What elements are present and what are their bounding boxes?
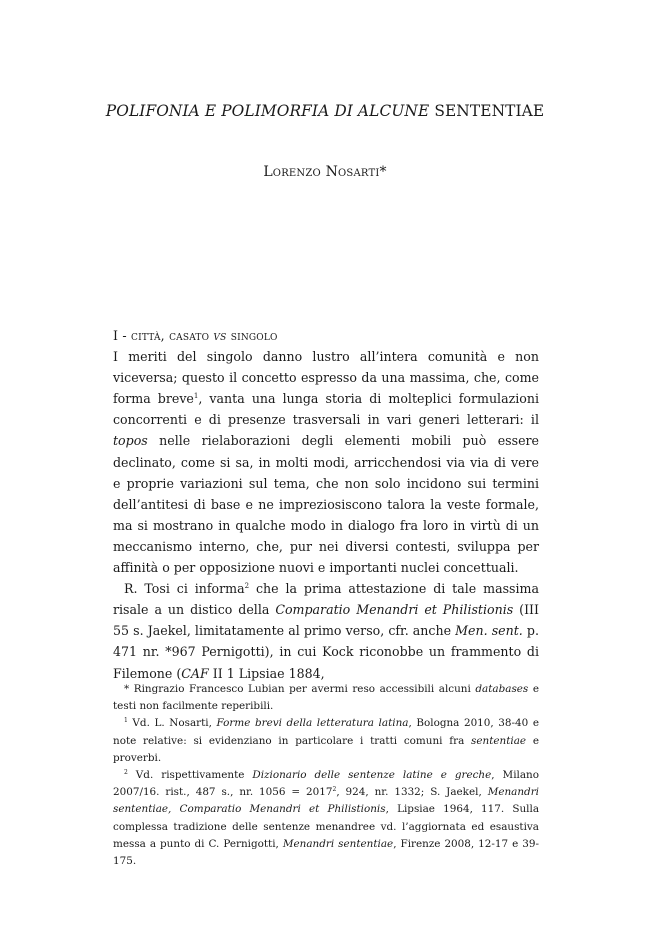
footnote-star: * Ringrazio Francesco Lubian per avermi reso accessibili alcuni databases e testi non facilmente reperibili. [113, 683, 539, 713]
title-roman-part: SENTENTIAE [429, 102, 545, 120]
author-name [0, 162, 650, 182]
footnote-ref-1[interactable]: 1 [193, 392, 199, 401]
article-title [0, 101, 650, 121]
main-text [113, 325, 539, 684]
author-footnote-mark: * [379, 164, 387, 180]
footnote-2: $^2$ Vd. rispettivamente Dizionario delle sentenze latine e greche, Milano 2007/16. rist., 487 s., nr. $1056 = 2017^2$, 924, nr. 1332; S. Jaekel, Menandri sententiae, Comparatio Menandri et Philistionis, Lipsiae 1964, 117. Sulla complessa tradizione delle sentenze menandree vd. l’aggiornata ed esaustiva messa a punto di C. Pernigotti, Menandri sententiae, Firenze 2008, 12-17 e 39-175. [113, 769, 540, 868]
footnote-1: $^1$ Vd. L. Nosarti, Forme brevi della letteratura latina, Bologna 2010, 38-40 e note relative: si evidenziano in particolare i tratti comuni fra sententiae e proverbi. [113, 717, 539, 764]
footnote-ref-2[interactable]: 2 [244, 582, 250, 591]
paragraph-1: I meriti del singolo danno lustro all’intera comunità e non viceversa; questo il concetto espresso da una massima, che, come forma breve$^1$, vanta una lunga storia di molteplici formulazioni concorrenti e di presenze trasversali in vari generi letterari: il topos nelle rielaborazioni degli elementi mobili può essere declinato, come si sa, in molti modi, arricchendosi via via di vere e proprie variazioni sul tema, che non solo incidono sui termini dell’antitesi di base e ne impreziosiscono talora la veste formale, ma si mostrano in qualche modo in dialogo fra loro in virtù di un meccanismo interno, che, pur nei diversi contesti, sviluppa per affinità o per opposizione nuovi e importanti nuclei concettuali. [113, 349, 539, 576]
footnotes [113, 681, 539, 870]
title-italic-part: POLIFONIA E POLIMORFIA DI ALCUNE [105, 102, 430, 120]
paragraph-2: R. Tosi ci informa$^2$ che la prima attestazione di tale massima risale a un distico della Comparatio Menandri et Philistionis (III 55 s. Jaekel, limitatamente al primo verso, cfr. anche Men. sent. p. 471 nr. *967 Pernigotti), in cui Kock riconobbe un frammento di Filemone (CAF II 1 Lipsiae 1884, [113, 581, 540, 681]
section-heading: I - città, casato vs singolo [113, 328, 278, 343]
author-text: Lorenzo Nosarti [263, 164, 380, 180]
